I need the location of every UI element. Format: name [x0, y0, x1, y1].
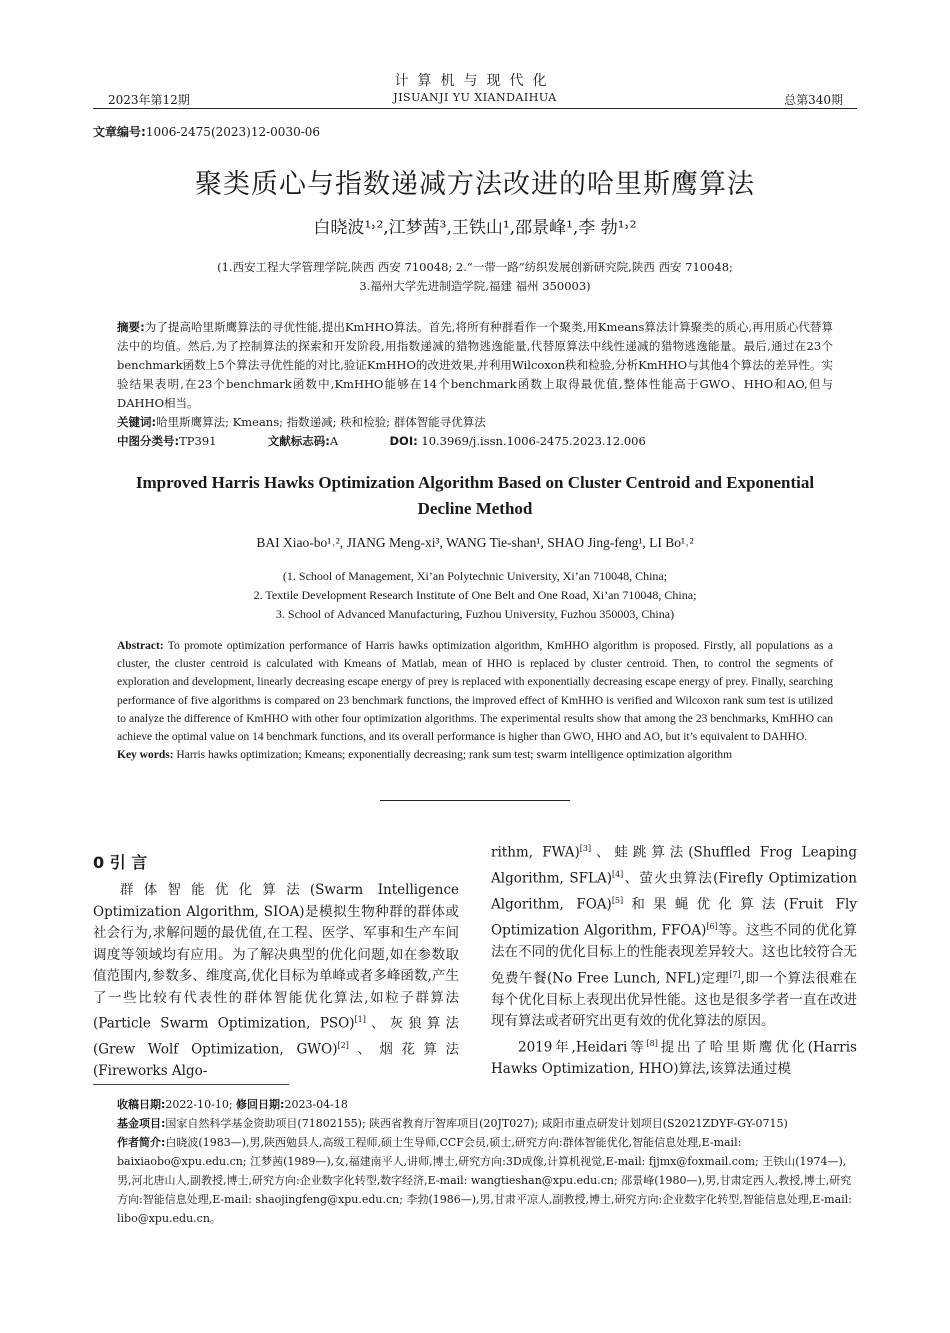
footnote-rule [93, 1084, 289, 1085]
journal-title-en: JISUANJI YU XIANDAIHUA [393, 91, 557, 104]
body-paragraph [491, 1033, 857, 1081]
article-number [93, 123, 320, 140]
authors-en: BAI Xiao-bo¹˒², JIANG Meng-xi³, WANG Tie-shan¹, SHAO Jing-feng¹, LI Bo¹˒² [256, 535, 694, 550]
body-text: 、灰狼算法(Grew Wolf Optimization, GWO) [93, 1015, 460, 1058]
fund-label: 基金项目: [117, 1117, 166, 1130]
body-column-right [491, 838, 857, 1080]
issue-number: 2023年第12期 [108, 93, 190, 107]
citation-ref: [3] [579, 844, 592, 853]
body-paragraph [491, 838, 857, 1033]
bio-value: 白晓波(1983—),男,陕西勉县人,高级工程师,硕士生导师,CCF会员,硕士,研究方向:群体智能优化,智能信息处理,E-mail: baixiaobo@xpu.edu.cn; 江梦茜(1989—),女,福建南平人,讲师,博士,研究方向:3D成像,计算机视觉,E-mail: fjjmx@foxmail.com; 王铁山(1974—),男,河北唐山人,副教授,博士,研究方向:企业数字化转型,数字经济,E-mail: wangtieshan@xpu.edu.cn; 邵景峰(1980—),男,甘肃定西人,教授,博士,研究方向:智能信息处理,E-mail: shaojingfeng@xpu.edu.cn; 李勃(1986—),男,甘肃平凉人,副教授,博士,研究方向:企业数字化转型,智能信息处理,E-mail: libo@xpu.edu.cn。 [117, 1136, 852, 1225]
citation-ref: [2] [337, 1041, 349, 1050]
abstract-en-label: Abstract: [117, 640, 164, 652]
keywords-cn-label: 关键词: [117, 415, 157, 429]
header-rule [93, 108, 857, 109]
footnotes [117, 1095, 857, 1228]
clc-value: TP391 [179, 434, 217, 448]
paper-title-en: Improved Harris Hawks Optimization Algorithm Based on Cluster Centroid and Exponential Decline Method [135, 473, 815, 518]
received-label: 收稿日期: [117, 1098, 166, 1111]
revised-label: 修回日期: [236, 1098, 285, 1111]
meta-cn [117, 413, 833, 451]
doi-value: 10.3969/j.issn.1006-2475.2023.12.006 [421, 434, 646, 448]
body-text: rithm, FWA) [491, 844, 580, 861]
citation-ref: [1] [354, 1015, 366, 1024]
affiliation-en-line: 3. School of Advanced Manufacturing, Fuzhou University, Fuzhou 350003, China) [275, 607, 675, 621]
keywords-cn-text: 哈里斯鹰算法; Kmeans; 指数递减; 秩和检验; 群体智能寻优算法 [156, 415, 486, 429]
body-text: 2019年,Heidari等 [518, 1039, 647, 1055]
authors-cn: 白晓波¹˒²,江梦茜³,王铁山¹,邵景峰¹,李 勃¹˒² [313, 218, 637, 238]
body-column-left [93, 880, 459, 1083]
abstract-en-paragraph [117, 637, 833, 746]
total-issue: 总第340期 [784, 93, 843, 107]
abstract-cn-label: 摘要: [117, 320, 145, 334]
citation-ref: [7] [729, 969, 741, 979]
affiliation-en-line: (1. School of Management, Xi’an Polytechnic University, Xi’an 710048, China; [282, 569, 668, 583]
affiliation-en-line: 2. Textile Development Research Institute of One Belt and One Road, Xi’an 710048, China; [253, 588, 697, 602]
journal-title-cn: 计算机与现代化 [394, 73, 556, 89]
clc-label: 中图分类号: [117, 434, 180, 448]
doi-label: DOI: [389, 434, 418, 448]
affiliation-cn-line: 3.福州大学先进制造学院,福建 福州 350003) [359, 279, 591, 293]
keywords-en-text: Harris hawks optimization; Kmeans; exponentially decreasing; rank sum test; swarm intelligence optimization algorithm [176, 749, 733, 762]
body-text: 提出了哈里斯鹰优化(Harris Hawks Optimization, HHO)算法,该算法通过模 [491, 1039, 857, 1077]
keywords-en-label: Key words: [117, 749, 174, 762]
abstract-cn [117, 318, 833, 413]
citation-ref: [8] [646, 1038, 658, 1048]
paper-title-cn: 聚类质心与指数递减方法改进的哈里斯鹰算法 [195, 169, 755, 200]
abstract-en [117, 637, 833, 764]
bio-label: 作者简介: [117, 1136, 166, 1149]
affiliations-cn [0, 258, 950, 296]
fund-value: 国家自然科学基金资助项目(71802155); 陕西省教育厅智库项目(20JT027); 咸阳市重点研发计划项目(S2021ZDYF-GY-0715) [165, 1117, 788, 1130]
body-text: 等。这些不同的优化算法在不同的优化目标上的性能表现差异较大。这也比较符合无免费午餐(No Free Lunch, NFL)定理 [491, 922, 857, 986]
body-text: 、萤火虫算法(Firefly Optimization Algorithm, FOA) [491, 870, 857, 913]
body-text: 群体智能优化算法(Swarm Intelligence Optimization Algorithm, SIOA)是模拟生物种群的群体或社会行为,求解问题的最优值,在工程、医学、军事和生产车间调度等领域均有应用。为了解决典型的优化问题,如在参数取值范围内,参数多、维度高,优化目标为单峰或者多峰函数,产生了一些比较有代表性的群体智能优化算法,如粒子群算法(Particle Swarm Optimization, PSO) [93, 882, 459, 1032]
body-text: 和果蝇优化算法(Fruit Fly Optimization Algorithm, FFOA) [491, 896, 857, 939]
classification-line [117, 432, 833, 451]
body-text: 、蛙跳算法(Shuffled Frog Leaping Algorithm, SFLA) [491, 844, 857, 887]
revised-value: 2023-04-18 [284, 1098, 348, 1111]
doc-code-label: 文献标志码: [267, 434, 330, 448]
bio-line [117, 1133, 857, 1228]
doc-code-value: A [329, 434, 339, 448]
citation-ref: [4] [611, 870, 624, 879]
affiliation-cn-line: (1.西安工程大学管理学院,陕西 西安 710048; 2.“一带一路”纺织发展创新研究院,陕西 西安 710048; [217, 260, 733, 274]
citation-ref: [6] [706, 922, 718, 931]
received-value: 2022-10-10; [165, 1098, 233, 1111]
keywords-cn [117, 413, 833, 432]
dates-line [117, 1095, 857, 1114]
fund-line [117, 1114, 857, 1133]
article-number-value: 1006-2475(2023)12-0030-06 [145, 125, 321, 139]
abstract-cn-text: 为了提高哈里斯鹰算法的寻优性能,提出KmHHO算法。首先,将所有种群看作一个聚类,用Kmeans算法计算聚类的质心,再用质心代替算法中的均值。然后,为了控制算法的探索和开发阶段,用指数递减的猎物逃逸能量,代替原算法中线性递减的猎物逃逸能量。最后,通过在23个benchmark函数上5个算法寻优性能的对比,验证KmHHO的改进效果,并利用Wilcoxon秩和检验,分析KmHHO与其他4个算法的差异性。实验结果表明,在23个benchmark函数中,KmHHO能够在14个benchmark函数上取得最优值,整体性能高于GWO、HHO和AO,但与DAHHO相当。 [117, 320, 833, 410]
body-text: 、烟花算法(Fireworks Algo- [93, 1041, 459, 1079]
keywords-en [117, 746, 833, 764]
body-text: ,即一个算法很难在每个优化目标上表现出优异性能。这也是很多学者一直在改进现有算法或者研究出更有效的优化算法的原因。 [491, 970, 857, 1029]
affiliations-en [0, 567, 950, 624]
citation-ref: [5] [611, 896, 624, 905]
abstract-en-text: To promote optimization performance of Harris hawks optimization algorithm, KmHHO algorithm is proposed. Firstly, all populations as a cluster, the cluster centroid is calculated with Kmeans of Matlab, mean of HHO is replaced by cluster centroid. Then, to control the segments of exploration and development, linearly decreasing escape energy of prey is replaced with exponentially decreasing escape energy of prey. Finally, searching performance of five algorithms is compared on 23 benchmark functions, the improved effect of KmHHO is verified and Wilcoxon rank sum test is utilized to analyze the difference of KmHHO with other four optimization algorithms. The experimental results show that among the 23 benchmarks, KmHHO can achieve the optimal value on 14 benchmark functions, and its overall performance is higher than GWO, HHO and AO, but it’s equivalent to DAHHO. [117, 640, 833, 744]
article-number-label: 文章编号: [93, 125, 146, 139]
section-divider [380, 800, 570, 801]
section-heading-introduction: 0 引 言 [93, 853, 148, 872]
